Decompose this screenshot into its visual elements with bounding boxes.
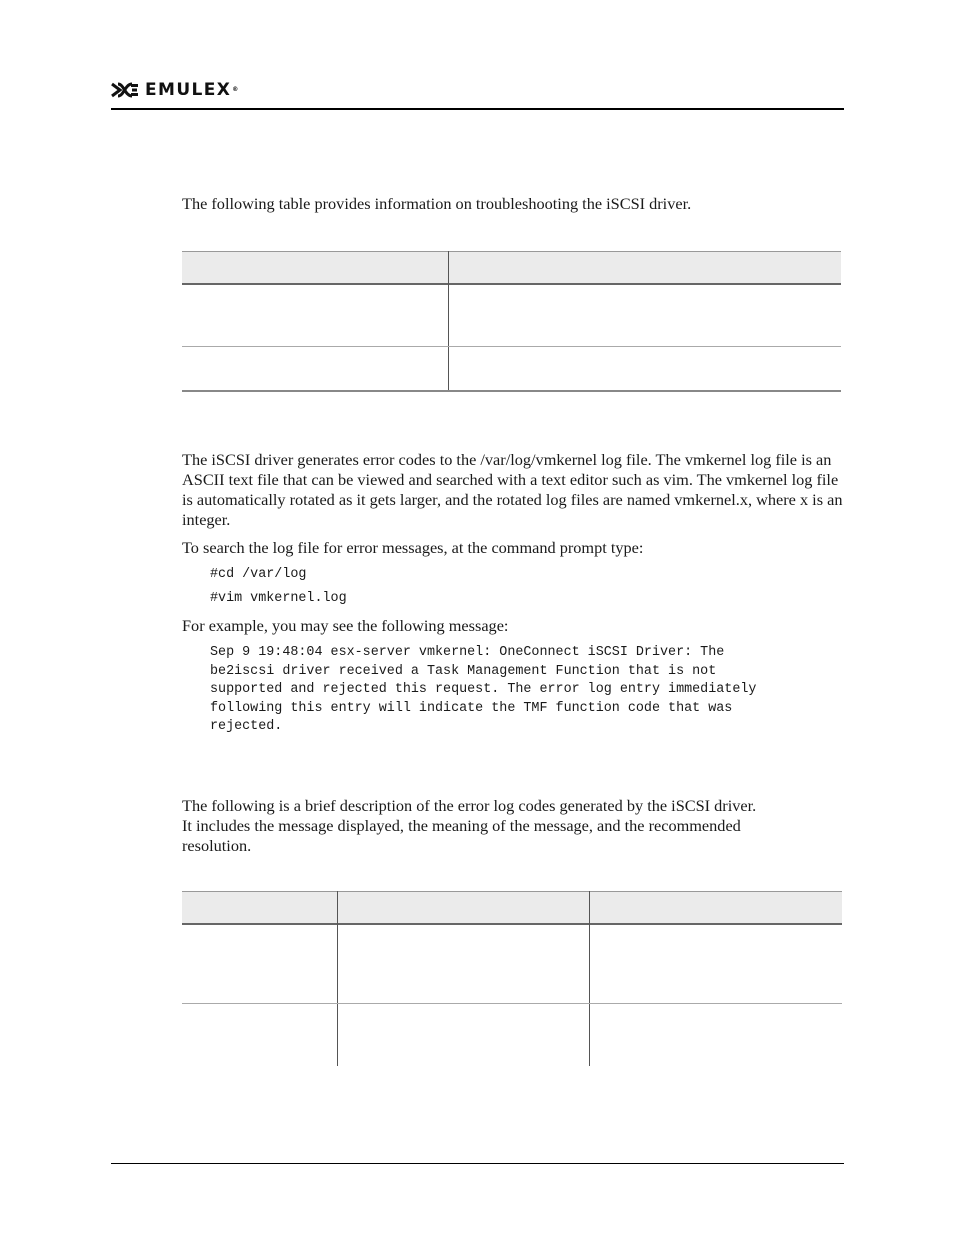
- paragraph-line: It includes the message displayed, the meaning of the message, and the recommended: [182, 816, 741, 835]
- error-codes-paragraph: [182, 796, 852, 856]
- table-bottom-border: [182, 390, 841, 392]
- brand-name: EMULEX®: [145, 80, 240, 100]
- example-line: Sep 9 19:48:04 esx-server vmkernel: OneConnect iSCSI Driver: The: [210, 645, 725, 660]
- command-cd: #cd /var/log: [210, 567, 307, 582]
- header-rule: [111, 108, 844, 110]
- example-line: following this entry will indicate the TMF function code that was: [210, 700, 733, 716]
- log-file-paragraph: The iSCSI driver generates error codes to the /var/log/vmkernel log file. The vmkernel log file is an ASCII text file that can be viewed and searched with a text editor such as vim. The vmkernel log file is automatically rotated as it gets larger, and the rotated log files are named vmkernel.x, where x is an integer.: [182, 450, 843, 529]
- paragraph-line: The following is a brief description of the error log codes generated by the iSCSI driver.: [182, 796, 757, 815]
- table-top-border: [182, 251, 841, 252]
- example-intro: For example, you may see the following message:: [182, 616, 509, 635]
- table-row: [182, 347, 841, 390]
- footer-rule: [111, 1163, 844, 1164]
- intro-paragraph: The following table provides information on troubleshooting the iSCSI driver.: [182, 194, 692, 213]
- emulex-logo-icon: [111, 82, 139, 98]
- paragraph-line: resolution.: [182, 836, 252, 855]
- example-line: rejected.: [210, 719, 283, 735]
- emulex-logo: [111, 80, 240, 100]
- troubleshooting-table: [182, 251, 841, 392]
- error-codes-table: [182, 891, 842, 1066]
- table-top-border: [182, 891, 842, 892]
- example-line: supported and rejected this request. The error log entry immediately: [210, 682, 757, 698]
- example-line: be2iscsi driver received a Task Management Function that is not: [210, 663, 717, 679]
- table-header-row: [182, 891, 842, 924]
- table-header-row: [182, 251, 841, 284]
- table-row: [182, 1004, 842, 1066]
- table-row: [182, 925, 842, 1003]
- table-row: [182, 285, 841, 346]
- command-vim: #vim vmkernel.log: [210, 591, 347, 606]
- example-message: [210, 644, 756, 737]
- search-instruction: To search the log file for error messages, at the command prompt type:: [182, 538, 644, 557]
- trademark-mark: ®: [232, 86, 240, 93]
